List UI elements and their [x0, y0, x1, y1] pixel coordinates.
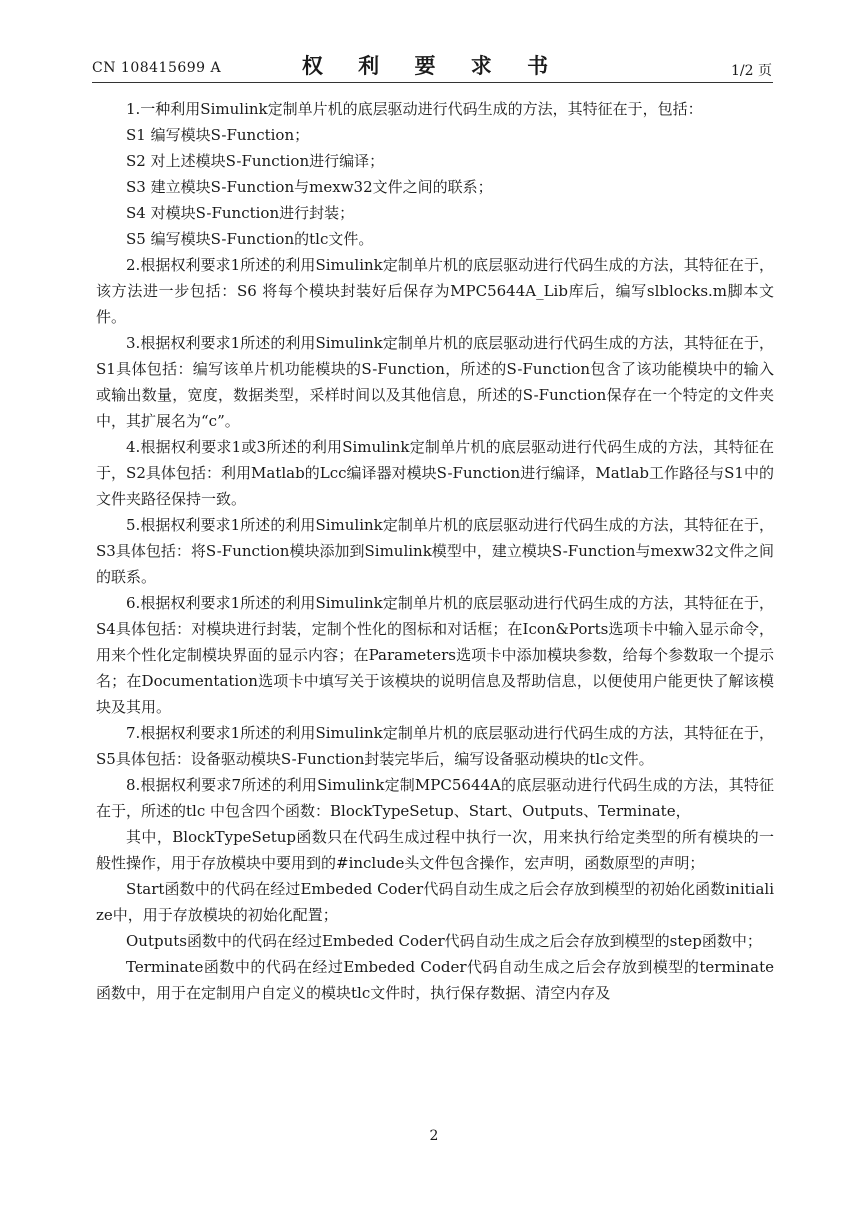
page-number: 2	[429, 1128, 439, 1144]
claim-5-paragraph: 5.根据权利要求1所述的利用Simulink定制单片机的底层驱动进行代码生成的方法，其特征在于，S3具体包括：将S-Function模块添加到Simulink模型中，建立模块S-Function与mexw32文件之间的联系。	[96, 516, 774, 586]
page-header	[92, 48, 772, 80]
claim-8-paragraph: 8.根据权利要求7所述的利用Simulink定制MPC5644A的底层驱动进行代码生成的方法，其特征在于，所述的tlc 中包含四个函数：BlockTypeSetup、Start、Outputs、Terminate，	[96, 776, 774, 820]
claim-4-paragraph: 4.根据权利要求1或3所述的利用Simulink定制单片机的底层驱动进行代码生成的方法，其特征在于，S2具体包括：利用Matlab的Lcc编译器对模块S-Function进行编译，Matlab工作路径与S1中的文件夹路径保持一致。	[96, 438, 774, 508]
claim-8-blocktypesetup: 其中，BlockTypeSetup函数只在代码生成过程中执行一次，用来执行给定类型的所有模块的一般性操作，用于存放模块中要用到的#include头文件包含操作，宏声明，函数原型的声明；	[96, 828, 774, 872]
claim-8-outputs: Outputs函数中的代码在经过Embeded Coder代码自动生成之后会存放到模型的step函数中；	[126, 932, 762, 950]
claim-step-s5: S5 编写模块S-Function的tlc文件。	[126, 230, 374, 248]
publication-number: CN 108415699 A	[92, 60, 222, 76]
claim-6-paragraph: 6.根据权利要求1所述的利用Simulink定制单片机的底层驱动进行代码生成的方法，其特征在于，S4具体包括：对模块进行封装，定制个性化的图标和对话框；在Icon&Ports选项卡中输入显示命令，用来个性化定制模块界面的显示内容；在Parameters选项卡中添加模块参数，给每个参数取一个提示名；在Documentation选项卡中填写关于该模块的说明信息及帮助信息，以便使用户能更快了解该模块及其用。	[96, 594, 774, 716]
claim-1-paragraph: 1.一种利用Simulink定制单片机的底层驱动进行代码生成的方法，其特征在于，包括：	[126, 100, 703, 118]
claim-step-s4: S4 对模块S-Function进行封装；	[126, 204, 355, 222]
claims-body	[96, 96, 774, 1006]
section-title: 权 利 要 求 书	[301, 53, 563, 78]
claim-7-paragraph: 7.根据权利要求1所述的利用Simulink定制单片机的底层驱动进行代码生成的方法，其特征在于，S5具体包括：设备驱动模块S-Function封装完毕后，编写设备驱动模块的tlc文件。	[96, 724, 774, 768]
claim-2-paragraph: 2.根据权利要求1所述的利用Simulink定制单片机的底层驱动进行代码生成的方法，其特征在于，该方法进一步包括：S6 将每个模块封装好后保存为MPC5644A_Lib库后，编写slblocks.m脚本文件。	[96, 256, 774, 326]
claim-step-s1: S1 编写模块S-Function；	[126, 126, 310, 144]
claim-3-paragraph: 3.根据权利要求1所述的利用Simulink定制单片机的底层驱动进行代码生成的方法，其特征在于，S1具体包括：编写该单片机功能模块的S-Function，所述的S-Function包含了该功能模块中的输入或输出数量，宽度，数据类型，采样时间以及其他信息，所述的S-Function保存在一个特定的文件夹中，其扩展名为“c”。	[96, 334, 774, 430]
claim-8-start: Start函数中的代码在经过Embeded Coder代码自动生成之后会存放到模型的初始化函数initialize中，用于存放模块的初始化配置；	[96, 880, 774, 924]
claim-8-terminate: Terminate函数中的代码在经过Embeded Coder代码自动生成之后会存放到模型的terminate 函数中，用于在定制用户自定义的模块tlc文件时，执行保存数据、清空内存及	[96, 958, 774, 1002]
page-count: 1/2 页	[731, 63, 772, 79]
header-rule	[92, 82, 773, 83]
claim-step-s2: S2 对上述模块S-Function进行编译；	[126, 152, 385, 170]
claim-step-s3: S3 建立模块S-Function与mexw32文件之间的联系；	[126, 178, 493, 196]
